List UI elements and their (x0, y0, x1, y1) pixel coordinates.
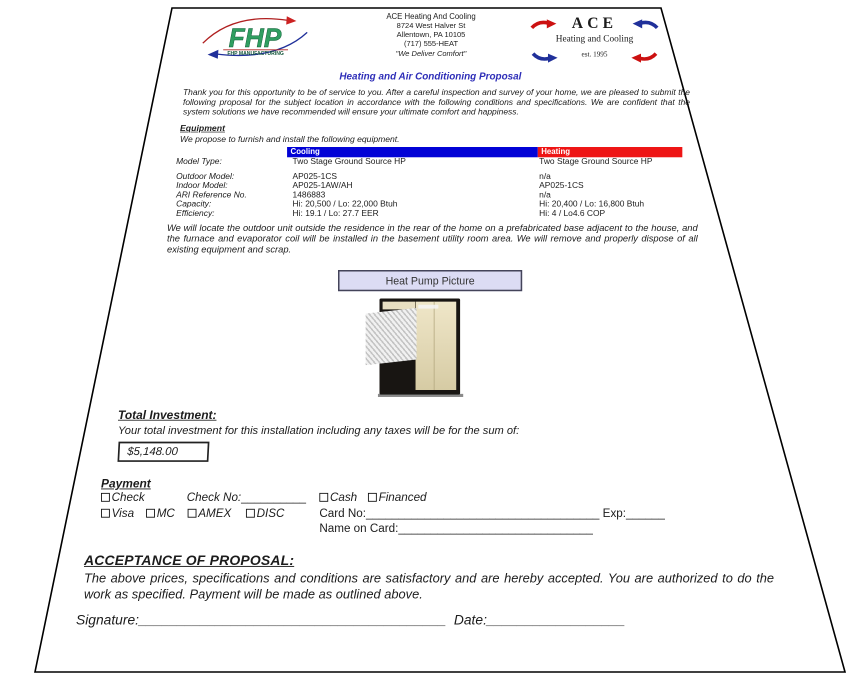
exp-field[interactable]: ______ (625, 505, 665, 519)
card-no-label: Card No: (319, 505, 367, 519)
row-label: Capacity: (176, 199, 212, 209)
cooling-value: Hi: 19.1 / Lo: 27.7 EER (292, 208, 379, 218)
payment-heading: Payment (101, 477, 151, 491)
checkbox-cash-icon[interactable] (319, 493, 328, 502)
total-investment-section (118, 408, 640, 462)
ace-logo-name: ACE (571, 14, 618, 32)
company-name: ACE Heating And Cooling (386, 12, 476, 21)
heating-value: AP025-1CS (539, 180, 584, 191)
company-phone: (717) 555-HEAT (403, 39, 459, 49)
payment-section (101, 477, 667, 537)
name-on-card-label: Name on Card: (319, 521, 399, 535)
heat-pump-front-panel (415, 302, 456, 390)
checkbox-mc-icon[interactable] (146, 508, 155, 517)
cooling-value: 1486883 (292, 189, 326, 200)
heat-pump-shadow (378, 394, 463, 397)
acceptance-body: The above prices, specifications and conditions are satisfactory and are hereby accepted. You are authorized to do the work as specified. Payment will be made as outlined above. (84, 571, 775, 602)
row-label: ARI Reference No. (176, 189, 247, 200)
row-label: Indoor Model: (176, 180, 228, 191)
equipment-lead: We propose to furnish and install the following equipment. (180, 133, 400, 144)
row-label: Outdoor Model: (176, 171, 235, 181)
heat-pump-coil (366, 308, 417, 365)
checkbox-amex-icon[interactable] (188, 508, 197, 517)
disc-label: DISC (256, 505, 285, 519)
payment-row-3 (101, 521, 667, 536)
cash-label: Cash (329, 490, 358, 504)
total-investment-lead: Your total investment for this installation including any taxes will be for the sum of: (118, 424, 520, 438)
date-field[interactable]: __________________ (486, 613, 626, 629)
cooling-value: AP025-1CS (292, 171, 338, 181)
signature-field[interactable]: ________________________________________ (138, 613, 447, 629)
signature-line (76, 613, 656, 628)
proposal-title: Heating and Air Conditioning Proposal (339, 71, 522, 82)
cooling-value: Two Stage Ground Source HP (292, 156, 406, 167)
payment-row-2 (101, 506, 667, 521)
card-no-field[interactable]: ____________________________________ (366, 505, 600, 519)
equipment-heading: Equipment (180, 123, 226, 134)
checkbox-financed-icon[interactable] (368, 493, 377, 502)
row-label: Model Type: (176, 156, 222, 167)
row-label: Efficiency: (176, 208, 215, 218)
fhp-logo-subtext: FHP MANUFACTURING (227, 51, 284, 58)
check-no-label: Check No: (186, 490, 242, 504)
curved-arrow-top-right-icon (631, 19, 659, 31)
amex-label: AMEX (198, 505, 232, 519)
date-label: Date: (453, 613, 487, 629)
mc-label: MC (156, 505, 175, 519)
check-label: Check (111, 490, 145, 504)
heating-column-header: Heating (538, 147, 683, 157)
exp-label: Exp: (602, 505, 626, 519)
cooling-column-header: Cooling (287, 147, 538, 157)
checkbox-check-icon[interactable] (101, 493, 110, 502)
equipment-section-head (180, 123, 649, 144)
payment-row-1 (101, 490, 667, 505)
checkbox-disc-icon[interactable] (246, 508, 255, 517)
company-street: 8724 West Halver St (396, 21, 466, 30)
intro-paragraph: Thank you for this opportunity to be of service to you. After a careful inspection and survey of your home, we are pleased to submit the following proposal for the subject location in accordance with the following conditions and specifications. We are confident that the system solutions we have recommended will ensure your ultimate comfort and happiness. (183, 87, 690, 117)
company-city: Allentown, PA 10105 (396, 30, 466, 40)
table-row (172, 157, 682, 166)
cooling-value: AP025-1AW/AH (292, 180, 353, 191)
table-row (172, 181, 682, 190)
heat-pump-picture-button[interactable]: Heat Pump Picture (338, 270, 522, 291)
signature-label: Signature: (76, 613, 139, 629)
heat-pump-panel-seam (434, 302, 435, 390)
curved-arrow-bottom-right-icon (630, 50, 658, 63)
ace-logo-est: est. 1995 (581, 50, 608, 59)
fhp-logo-text: FHP (228, 22, 282, 53)
table-row (172, 200, 682, 209)
check-no-field[interactable]: __________ (241, 490, 307, 504)
acceptance-section (84, 552, 774, 603)
company-tagline: "We Deliver Comfort" (395, 48, 467, 58)
heat-pump-top-strip (383, 302, 416, 310)
total-investment-heading: Total Investment: (118, 408, 217, 423)
name-on-card-field[interactable]: ______________________________ (398, 521, 593, 535)
visa-label: Visa (111, 505, 135, 519)
heat-pump-photo (364, 297, 474, 399)
total-amount-box: $5,148.00 (117, 441, 209, 461)
heating-value: Hi: 4 / Lo4.6 COP (539, 208, 606, 218)
checkbox-visa-icon[interactable] (101, 508, 110, 517)
equipment-table (172, 147, 682, 218)
location-note-paragraph: We will locate the outdoor unit outside the residence in the rear of the home on a prefabricated base adjacent to the house, and the furnace and evaporator coil will be installed in the basement utility room area. We will remove and properly dispose of all existing equipment and scrap. (167, 222, 698, 255)
table-row (172, 209, 682, 218)
acceptance-heading: ACCEPTANCE OF PROPOSAL: (84, 552, 295, 569)
financed-label: Financed (378, 490, 427, 504)
fhp-orbit-icon (198, 12, 312, 65)
fhp-logo (198, 12, 312, 65)
heat-pump-brand-label (418, 305, 438, 309)
ace-logo-subtitle: Heating and Cooling (555, 33, 634, 44)
cooling-value: Hi: 20,500 / Lo: 22,000 Btuh (292, 199, 398, 209)
heating-value: n/a (539, 171, 551, 181)
heating-value: Hi: 20,400 / Lo: 16,800 Btuh (539, 199, 645, 209)
ace-logo (530, 14, 659, 69)
table-row (172, 172, 682, 181)
heating-value: Two Stage Ground Source HP (539, 156, 653, 167)
heating-value: n/a (539, 189, 551, 200)
company-header (338, 12, 524, 58)
